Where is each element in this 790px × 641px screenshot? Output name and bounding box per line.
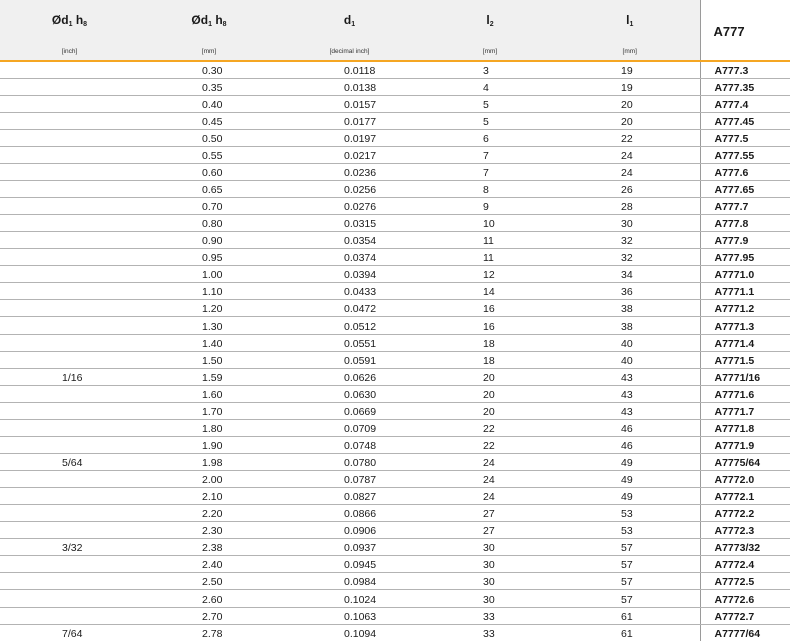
l2-cell: 16: [420, 300, 560, 317]
article-code-cell: A7775/64: [700, 453, 790, 470]
diameter-inch-cell: [0, 488, 139, 505]
diameter-mm-cell: 2.40: [139, 556, 279, 573]
table-row: [0, 300, 790, 317]
diameter-inch-cell: [0, 232, 139, 249]
article-code-cell: A7771.7: [700, 402, 790, 419]
d1-decimal-inch-cell: 0.0787: [279, 471, 420, 488]
diameter-mm-cell: 2.78: [139, 624, 279, 641]
diameter-mm-cell: 0.55: [139, 146, 279, 163]
diameter-mm-cell: 2.20: [139, 505, 279, 522]
header-name: $Ød_1$ $h_8$: [0, 13, 139, 32]
table-row: [0, 249, 790, 266]
table-row: [0, 436, 790, 453]
l2-cell: 18: [420, 334, 560, 351]
diameter-inch-cell: [0, 317, 139, 334]
header-l2: [420, 0, 560, 61]
l2-cell: 3: [420, 61, 560, 78]
d1-decimal-inch-cell: 0.0551: [279, 334, 420, 351]
l1-cell: 46: [560, 419, 700, 436]
table-row: [0, 522, 790, 539]
diameter-mm-cell: 1.98: [139, 453, 279, 470]
l2-cell: 16: [420, 317, 560, 334]
table-row: [0, 146, 790, 163]
diameter-inch-cell: [0, 266, 139, 283]
d1-decimal-inch-cell: 0.0472: [279, 300, 420, 317]
l1-cell: 61: [560, 624, 700, 641]
d1-decimal-inch-cell: 0.0512: [279, 317, 420, 334]
d1-decimal-inch-cell: 0.0217: [279, 146, 420, 163]
diameter-mm-cell: 2.70: [139, 607, 279, 624]
d1-decimal-inch-cell: 0.0354: [279, 232, 420, 249]
diameter-mm-cell: 1.80: [139, 419, 279, 436]
l2-cell: 8: [420, 180, 560, 197]
header-name: $d_1$: [279, 13, 420, 32]
article-code-cell: A777.7: [700, 198, 790, 215]
d1-decimal-inch-cell: 0.0315: [279, 215, 420, 232]
diameter-mm-cell: 0.45: [139, 112, 279, 129]
d1-decimal-inch-cell: 0.0197: [279, 129, 420, 146]
diameter-inch-cell: [0, 180, 139, 197]
diameter-inch-cell: [0, 300, 139, 317]
l1-cell: 32: [560, 249, 700, 266]
article-code-cell: A777.9: [700, 232, 790, 249]
diameter-inch-cell: [0, 471, 139, 488]
diameter-mm-cell: 2.60: [139, 590, 279, 607]
table-row: [0, 419, 790, 436]
header-diameter-inch: [0, 0, 139, 61]
d1-decimal-inch-cell: 0.0984: [279, 573, 420, 590]
l1-cell: 57: [560, 556, 700, 573]
article-code-cell: A777.45: [700, 112, 790, 129]
article-code-cell: A7772.1: [700, 488, 790, 505]
article-code-cell: A7771.5: [700, 351, 790, 368]
l1-cell: 30: [560, 215, 700, 232]
d1-decimal-inch-cell: 0.0157: [279, 95, 420, 112]
table-row: [0, 573, 790, 590]
l2-cell: 18: [420, 351, 560, 368]
diameter-inch-cell: [0, 351, 139, 368]
article-code-cell: A777.3: [700, 61, 790, 78]
l2-cell: 10: [420, 215, 560, 232]
l1-cell: 22: [560, 129, 700, 146]
diameter-inch-cell: [0, 61, 139, 78]
article-code-cell: A7771.8: [700, 419, 790, 436]
article-code-cell: A7771.4: [700, 334, 790, 351]
diameter-inch-cell: [0, 590, 139, 607]
l1-cell: 24: [560, 146, 700, 163]
l2-cell: 11: [420, 249, 560, 266]
d1-decimal-inch-cell: 0.0630: [279, 385, 420, 402]
l1-cell: 57: [560, 539, 700, 556]
table-row: [0, 334, 790, 351]
diameter-inch-cell: [0, 249, 139, 266]
header-unit: [mm]: [139, 48, 279, 56]
article-code-cell: A777.5: [700, 129, 790, 146]
l1-cell: 36: [560, 283, 700, 300]
d1-decimal-inch-cell: 0.0626: [279, 368, 420, 385]
table-row: [0, 129, 790, 146]
table-row: [0, 95, 790, 112]
d1-decimal-inch-cell: 0.0748: [279, 436, 420, 453]
diameter-inch-cell: [0, 385, 139, 402]
diameter-mm-cell: 0.60: [139, 163, 279, 180]
l2-cell: 24: [420, 471, 560, 488]
d1-decimal-inch-cell: 0.0118: [279, 61, 420, 78]
l1-cell: 26: [560, 180, 700, 197]
d1-decimal-inch-cell: 0.1024: [279, 590, 420, 607]
d1-decimal-inch-cell: 0.0236: [279, 163, 420, 180]
table-row: [0, 590, 790, 607]
table-row: [0, 283, 790, 300]
diameter-inch-cell: [0, 215, 139, 232]
d1-decimal-inch-cell: 0.0591: [279, 351, 420, 368]
header-unit: [mm]: [420, 48, 560, 56]
diameter-mm-cell: 1.10: [139, 283, 279, 300]
l1-cell: 28: [560, 198, 700, 215]
d1-decimal-inch-cell: 0.0866: [279, 505, 420, 522]
table-row: [0, 556, 790, 573]
diameter-mm-cell: 2.50: [139, 573, 279, 590]
article-code-cell: A777.8: [700, 215, 790, 232]
table-row: [0, 471, 790, 488]
diameter-inch-cell: [0, 146, 139, 163]
l2-cell: 30: [420, 590, 560, 607]
article-code-cell: A777.65: [700, 180, 790, 197]
article-code-cell: A777.35: [700, 78, 790, 95]
table-row: [0, 488, 790, 505]
l2-cell: 20: [420, 368, 560, 385]
header-unit: [inch]: [0, 48, 139, 56]
l1-cell: 53: [560, 505, 700, 522]
diameter-inch-cell: [0, 419, 139, 436]
l2-cell: 24: [420, 453, 560, 470]
diameter-mm-cell: 2.10: [139, 488, 279, 505]
l2-cell: 6: [420, 129, 560, 146]
diameter-mm-cell: 0.65: [139, 180, 279, 197]
table-row: [0, 453, 790, 470]
diameter-mm-cell: 2.38: [139, 539, 279, 556]
table-row: [0, 402, 790, 419]
l2-cell: 30: [420, 556, 560, 573]
l1-cell: 20: [560, 112, 700, 129]
l2-cell: 22: [420, 436, 560, 453]
diameter-inch-cell: [0, 283, 139, 300]
article-code-heading: A777: [701, 24, 790, 39]
diameter-inch-cell: [0, 163, 139, 180]
l1-cell: 57: [560, 590, 700, 607]
l2-cell: 5: [420, 112, 560, 129]
diameter-inch-cell: [0, 522, 139, 539]
article-code-cell: A7772.7: [700, 607, 790, 624]
table-row: [0, 61, 790, 78]
header-name: $Ød_1$ $h_8$: [139, 13, 279, 32]
diameter-inch-cell: [0, 129, 139, 146]
d1-decimal-inch-cell: 0.0945: [279, 556, 420, 573]
header-l1: [560, 0, 700, 61]
d1-decimal-inch-cell: 0.0937: [279, 539, 420, 556]
header-name: $l_1$: [560, 13, 700, 32]
diameter-mm-cell: 0.90: [139, 232, 279, 249]
l2-cell: 9: [420, 198, 560, 215]
table-row: [0, 368, 790, 385]
l2-cell: 27: [420, 505, 560, 522]
l2-cell: 33: [420, 607, 560, 624]
diameter-mm-cell: 0.40: [139, 95, 279, 112]
article-code-cell: A7771.0: [700, 266, 790, 283]
table-row: [0, 163, 790, 180]
article-code-cell: A7777/64: [700, 624, 790, 641]
d1-decimal-inch-cell: 0.0669: [279, 402, 420, 419]
l2-cell: 33: [420, 624, 560, 641]
diameter-inch-cell: [0, 112, 139, 129]
diameter-inch-cell: [0, 573, 139, 590]
l2-cell: 22: [420, 419, 560, 436]
diameter-mm-cell: 0.35: [139, 78, 279, 95]
table-row: [0, 317, 790, 334]
l2-cell: 20: [420, 402, 560, 419]
article-code-cell: A7771.1: [700, 283, 790, 300]
article-code-cell: A7771.9: [700, 436, 790, 453]
d1-decimal-inch-cell: 0.0780: [279, 453, 420, 470]
l1-cell: 34: [560, 266, 700, 283]
l1-cell: 57: [560, 573, 700, 590]
l2-cell: 7: [420, 146, 560, 163]
diameter-inch-cell: [0, 78, 139, 95]
d1-decimal-inch-cell: 0.1063: [279, 607, 420, 624]
l1-cell: 61: [560, 607, 700, 624]
article-code-cell: A7772.5: [700, 573, 790, 590]
header-unit: [mm]: [560, 48, 700, 56]
article-code-cell: A7771.3: [700, 317, 790, 334]
l2-cell: 4: [420, 78, 560, 95]
diameter-inch-cell: 7/64: [0, 624, 139, 641]
diameter-inch-cell: [0, 556, 139, 573]
l1-cell: 53: [560, 522, 700, 539]
diameter-inch-cell: 1/16: [0, 368, 139, 385]
l2-cell: 14: [420, 283, 560, 300]
table-row: [0, 232, 790, 249]
l1-cell: 38: [560, 300, 700, 317]
l2-cell: 5: [420, 95, 560, 112]
diameter-inch-cell: [0, 334, 139, 351]
diameter-mm-cell: 1.59: [139, 368, 279, 385]
diameter-mm-cell: 0.30: [139, 61, 279, 78]
table-row: [0, 215, 790, 232]
diameter-mm-cell: 1.50: [139, 351, 279, 368]
article-code-cell: A7772.4: [700, 556, 790, 573]
l2-cell: 30: [420, 539, 560, 556]
table-row: [0, 624, 790, 641]
l1-cell: 32: [560, 232, 700, 249]
table-row: [0, 180, 790, 197]
d1-decimal-inch-cell: 0.0256: [279, 180, 420, 197]
d1-decimal-inch-cell: 0.0374: [279, 249, 420, 266]
diameter-mm-cell: 2.00: [139, 471, 279, 488]
diameter-mm-cell: 0.70: [139, 198, 279, 215]
article-code-cell: A7772.2: [700, 505, 790, 522]
l2-cell: 11: [420, 232, 560, 249]
l1-cell: 40: [560, 351, 700, 368]
l2-cell: 24: [420, 488, 560, 505]
d1-decimal-inch-cell: 0.0394: [279, 266, 420, 283]
d1-decimal-inch-cell: 0.0906: [279, 522, 420, 539]
l1-cell: 43: [560, 368, 700, 385]
d1-decimal-inch-cell: 0.0138: [279, 78, 420, 95]
header-name: $l_2$: [420, 13, 560, 32]
l1-cell: 43: [560, 385, 700, 402]
article-code-cell: A777.55: [700, 146, 790, 163]
l1-cell: 19: [560, 78, 700, 95]
d1-decimal-inch-cell: 0.0276: [279, 198, 420, 215]
table-row: [0, 198, 790, 215]
header-article-code: [700, 0, 790, 61]
l1-cell: 49: [560, 488, 700, 505]
diameter-mm-cell: 0.95: [139, 249, 279, 266]
d1-decimal-inch-cell: 0.0433: [279, 283, 420, 300]
l2-cell: 20: [420, 385, 560, 402]
l1-cell: 20: [560, 95, 700, 112]
diameter-mm-cell: 0.50: [139, 129, 279, 146]
article-code-cell: A7772.3: [700, 522, 790, 539]
diameter-mm-cell: 1.40: [139, 334, 279, 351]
d1-decimal-inch-cell: 0.0177: [279, 112, 420, 129]
d1-decimal-inch-cell: 0.0709: [279, 419, 420, 436]
l2-cell: 7: [420, 163, 560, 180]
table-row: [0, 505, 790, 522]
l1-cell: 43: [560, 402, 700, 419]
l1-cell: 40: [560, 334, 700, 351]
article-code-cell: A7773/32: [700, 539, 790, 556]
article-code-cell: A777.6: [700, 163, 790, 180]
diameter-mm-cell: 1.60: [139, 385, 279, 402]
article-code-cell: A7771/16: [700, 368, 790, 385]
diameter-inch-cell: 5/64: [0, 453, 139, 470]
l2-cell: 27: [420, 522, 560, 539]
l2-cell: 12: [420, 266, 560, 283]
table-row: [0, 351, 790, 368]
header-d1-decimal-inch: [279, 0, 420, 61]
table-row: [0, 539, 790, 556]
table-body: [0, 61, 790, 641]
article-code-cell: A7771.2: [700, 300, 790, 317]
header-unit: [decimal inch]: [279, 48, 420, 56]
diameter-inch-cell: [0, 505, 139, 522]
article-code-cell: A7771.6: [700, 385, 790, 402]
l1-cell: 46: [560, 436, 700, 453]
diameter-mm-cell: 1.20: [139, 300, 279, 317]
header-diameter-mm: [139, 0, 279, 61]
diameter-inch-cell: [0, 95, 139, 112]
diameter-mm-cell: 0.80: [139, 215, 279, 232]
diameter-mm-cell: 1.00: [139, 266, 279, 283]
diameter-inch-cell: [0, 198, 139, 215]
article-code-cell: A777.4: [700, 95, 790, 112]
table-row: [0, 385, 790, 402]
diameter-inch-cell: 3/32: [0, 539, 139, 556]
l2-cell: 30: [420, 573, 560, 590]
diameter-mm-cell: 1.30: [139, 317, 279, 334]
article-code-cell: A777.95: [700, 249, 790, 266]
diameter-mm-cell: 1.90: [139, 436, 279, 453]
article-code-cell: A7772.6: [700, 590, 790, 607]
l1-cell: 49: [560, 471, 700, 488]
diameter-inch-cell: [0, 436, 139, 453]
l1-cell: 24: [560, 163, 700, 180]
l1-cell: 19: [560, 61, 700, 78]
diameter-mm-cell: 1.70: [139, 402, 279, 419]
table-header: [0, 0, 790, 61]
article-code-cell: A7772.0: [700, 471, 790, 488]
l1-cell: 49: [560, 453, 700, 470]
diameter-inch-cell: [0, 402, 139, 419]
table-row: [0, 112, 790, 129]
table-row: [0, 78, 790, 95]
d1-decimal-inch-cell: 0.0827: [279, 488, 420, 505]
table-row: [0, 266, 790, 283]
l1-cell: 38: [560, 317, 700, 334]
d1-decimal-inch-cell: 0.1094: [279, 624, 420, 641]
diameter-mm-cell: 2.30: [139, 522, 279, 539]
